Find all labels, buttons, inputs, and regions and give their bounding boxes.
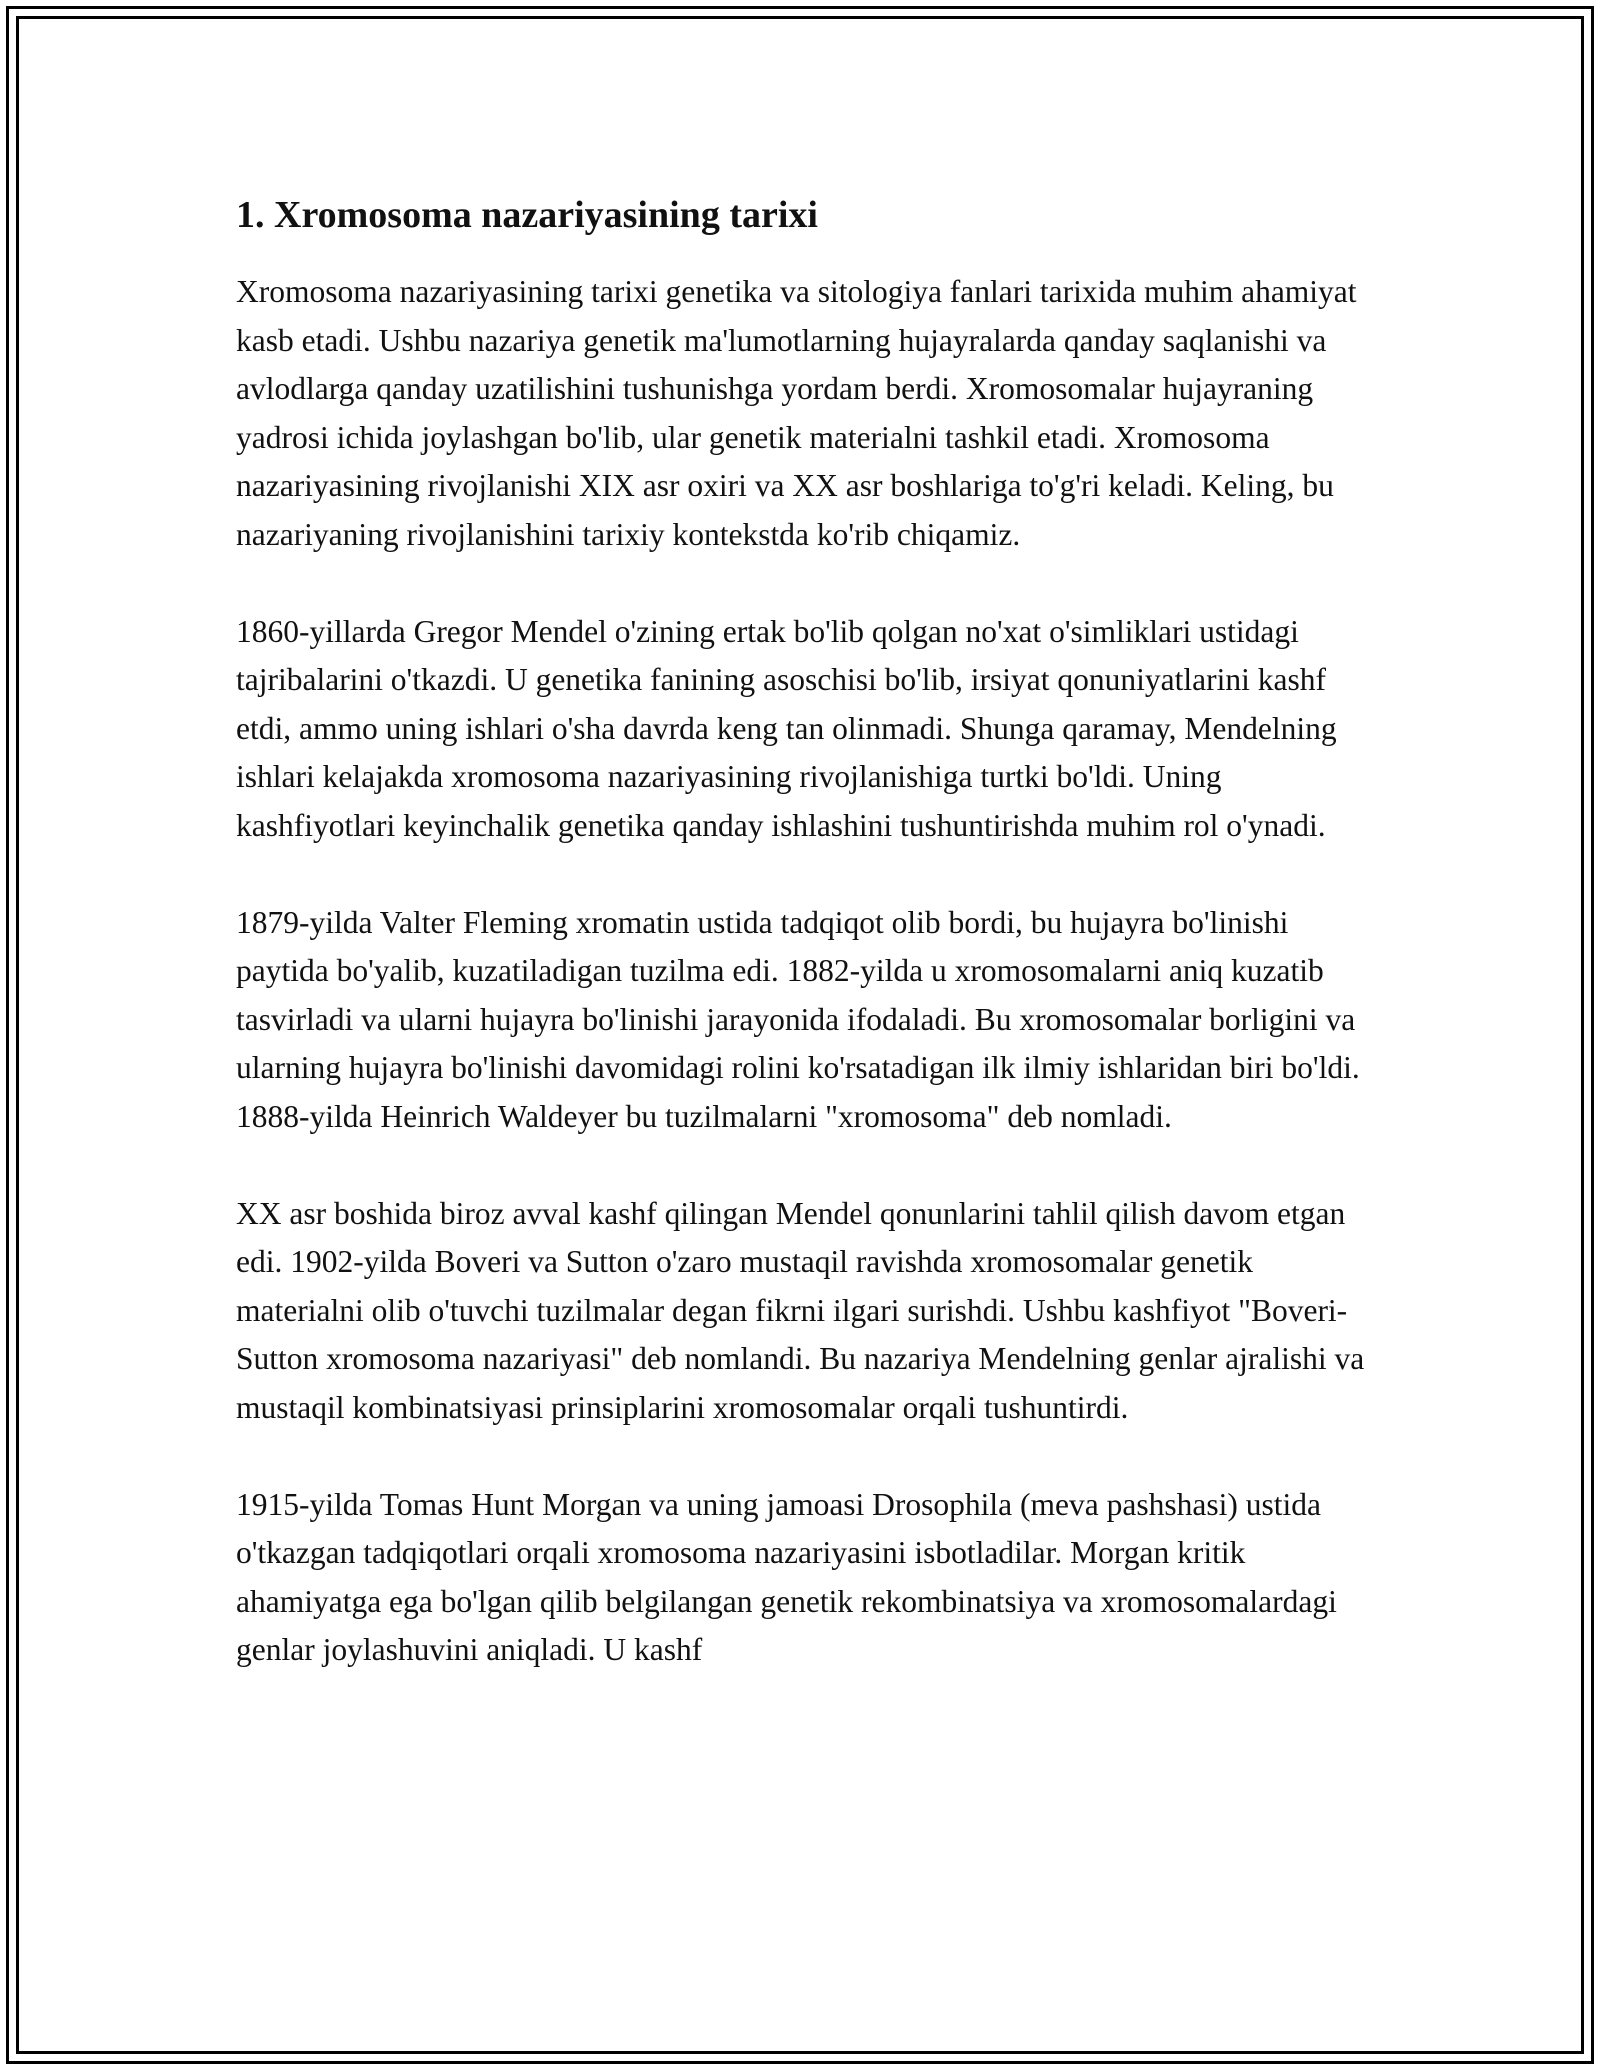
paragraph-mendel: 1860-yillarda Gregor Mendel o'zining ertak bo'lib qolgan no'xat o'simliklari ustidagi tajribalarini o'tkazdi. U genetika fanining asoschisi bo'lib, irsiyat qonuniyatlarini kashf etdi, ammo uning ishlari o'sha davrda keng tan olinmadi. Shunga qaramay, Mendelning ishlari kelajakda xromosoma nazariyasining rivojlanishiga turtki bo'ldi. Uning kashfiyotlari keyinchalik genetika qanday ishlashini tushuntirishda muhim rol o'ynadi.	[236, 613, 1337, 843]
paragraph-fleming: 1879-yilda Valter Fleming xromatin ustida tadqiqot olib bordi, bu hujayra bo'linishi paytida bo'yalib, kuzatiladigan tuzilma edi. 1882-yilda u xromosomalarni aniq kuzatib tasvirladi va ularni hujayra bo'linishi jarayonida ifodaladi. Bu xromosomalar borligini va ularning hujayra bo'linishi davomidagi rolini ko'rsatadigan ilk ilmiy ishlaridan biri bo'ldi. 1888-yilda Heinrich Waldeyer bu tuzilmalarni "xromosoma" deb nomladi.	[236, 904, 1360, 1134]
document-body	[236, 190, 1371, 1723]
paragraph-intro: Xromosoma nazariyasining tarixi genetika va sitologiya fanlari tarixida muhim ahamiyat kasb etadi. Ushbu nazariya genetik ma'lumotlarning hujayralarda qanday saqlanishi va avlodlarga qanday uzatilishini tushunishga yordam berdi. Xromosomalar hujayraning yadrosi ichida joylashgan bo'lib, ular genetik materialni tashkil etadi. Xromosoma nazariyasining rivojlanishi XIX asr oxiri va XX asr boshlariga to'g'ri keladi. Keling, bu nazariyaning rivojlanishini tarixiy kontekstda ko'rib chiqamiz.	[236, 274, 1357, 552]
paragraph-boveri-sutton: XX asr boshida biroz avval kashf qilingan Mendel qonunlarini tahlil qilish davom etgan edi. 1902-yilda Boveri va Sutton o'zaro mustaqil ravishda xromosomalar genetik materialni olib o'tuvchi tuzilmalar degan fikrni ilgari surishdi. Ushbu kashfiyot "Boveri-Sutton xromosoma nazariyasi" deb nomlandi. Bu nazariya Mendelning genlar ajralishi va mustaqil kombinatsiyasi prinsiplarini xromosomalar orqali tushuntirdi.	[236, 1195, 1365, 1425]
section-title: 1. Xromosoma nazariyasining tarixi	[236, 194, 818, 236]
paragraph-morgan: 1915-yilda Tomas Hunt Morgan va uning jamoasi Drosophila (meva pashshasi) ustida o'tkazgan tadqiqotlari orqali xromosoma nazariyasini isbotladilar. Morgan kritik ahamiyatga ega bo'lgan qilib belgilangan genetik rekombinatsiya va xromosomalardagi genlar joylashuvini aniqladi. U kashf	[236, 1486, 1337, 1667]
